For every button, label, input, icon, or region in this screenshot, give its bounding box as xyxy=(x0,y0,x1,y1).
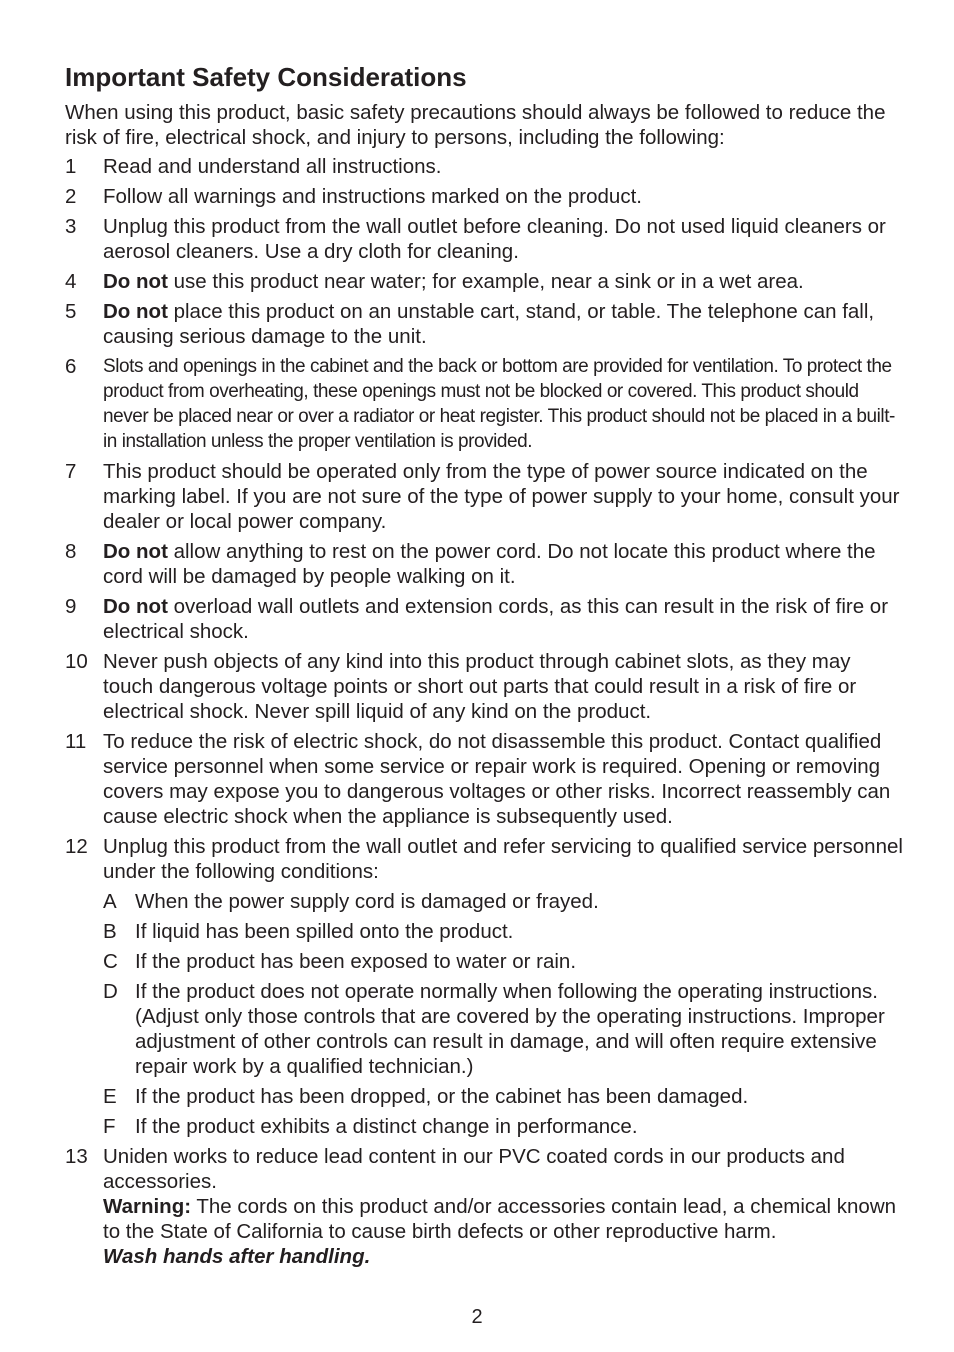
sub-item-letter: E xyxy=(103,1085,117,1108)
item-number: 6 xyxy=(65,355,77,378)
sub-item-text: When the power supply cord is damaged or frayed. xyxy=(135,890,599,913)
item-text: Never push objects of any kind into this product through cabinet slots, as they may touch dangerous voltage points or short out parts that could result in a risk of fire or electrical shock. Never spill liquid of any kind on the product. xyxy=(103,650,857,723)
sub-item-text: If liquid has been spilled onto the product. xyxy=(135,920,514,943)
sub-item-letter: F xyxy=(103,1115,116,1138)
sub-item xyxy=(103,889,905,914)
list-item xyxy=(65,539,905,589)
warning-label: Warning: xyxy=(103,1195,192,1218)
list-item xyxy=(65,594,905,644)
item-text-wrapper xyxy=(103,299,905,349)
item-text: overload wall outlets and extension cords, as this can result in the risk of fire or electrical shock. xyxy=(103,595,889,643)
item-number: 13 xyxy=(65,1145,88,1168)
item-text: use this product near water; for example, near a sink or in a wet area. xyxy=(167,270,804,293)
item-text-wrapper xyxy=(103,594,905,644)
sub-item-text: If the product does not operate normally when following the operating instructions. (Adjust only those controls that are covered by the operating instructions. Improper adjustment of other controls can result in damage, and will often require extensive repair work by a qualified technician.) xyxy=(135,980,885,1078)
item-number: 1 xyxy=(65,155,77,178)
item-text-wrapper xyxy=(103,269,905,294)
item-text: Uniden works to reduce lead content in our PVC coated cords in our products and accessories. xyxy=(103,1145,845,1193)
list-item xyxy=(65,214,905,264)
list-item xyxy=(65,1144,905,1269)
sub-list xyxy=(103,889,905,1139)
item-text: To reduce the risk of electric shock, do not disassemble this product. Contact qualified service personnel when some service or repair work is required. Opening or removing covers may expose you to dangerous voltages or other risks. Incorrect reassembly can cause electric shock when the appliance is subsequently used. xyxy=(103,730,891,828)
sub-item-text: If the product has been dropped, or the cabinet has been damaged. xyxy=(135,1085,749,1108)
sub-item-text: If the product has been exposed to water or rain. xyxy=(135,950,577,973)
warning-text: The cords on this product and/or accessories contain lead, a chemical known to the State of California to cause birth defects or other reproductive harm. xyxy=(103,1195,897,1243)
item-number: 9 xyxy=(65,595,77,618)
sub-item-letter: B xyxy=(103,920,117,943)
item-body xyxy=(103,1144,905,1269)
item-text: allow anything to rest on the power cord. Do not locate this product where the cord will be damaged by people walking on it. xyxy=(103,540,876,588)
list-item xyxy=(65,834,905,1139)
list-item xyxy=(65,729,905,829)
list-item xyxy=(65,649,905,724)
sub-item-text: If the product exhibits a distinct change in performance. xyxy=(135,1115,638,1138)
item-emphasis: Do not xyxy=(103,270,168,293)
list-item xyxy=(65,184,905,209)
item-text: Follow all warnings and instructions marked on the product. xyxy=(103,185,642,208)
item-number: 7 xyxy=(65,460,77,483)
item-text: Read and understand all instructions. xyxy=(103,155,442,178)
sub-item-letter: C xyxy=(103,950,118,973)
item-emphasis: Do not xyxy=(103,300,168,323)
item-number: 2 xyxy=(65,185,77,208)
item-emphasis: Do not xyxy=(103,540,168,563)
list-item xyxy=(65,459,905,534)
item-number: 10 xyxy=(65,650,88,673)
sub-item-letter: A xyxy=(103,890,117,913)
item-text: This product should be operated only from the type of power source indicated on the marking label. If you are not sure of the type of power supply to your home, consult your dealer or local power company. xyxy=(103,460,900,533)
sub-item-letter: D xyxy=(103,980,118,1003)
sub-item xyxy=(103,1114,905,1139)
list-item xyxy=(65,154,905,179)
intro-paragraph: When using this product, basic safety precautions should always be followed to reduce the risk of fire, electrical shock, and injury to persons, including the following: xyxy=(65,101,886,149)
item-body xyxy=(103,834,905,1139)
item-number: 5 xyxy=(65,300,77,323)
sub-item xyxy=(103,949,905,974)
sub-item xyxy=(103,979,905,1079)
item-text: Unplug this product from the wall outlet before cleaning. Do not used liquid cleaners or aerosol cleaners. Use a dry cloth for cleaning. xyxy=(103,215,886,263)
item-number: 3 xyxy=(65,215,77,238)
item-text: Unplug this product from the wall outlet and refer servicing to qualified service personnel under the following conditions: xyxy=(103,835,903,883)
sub-item xyxy=(103,1084,905,1109)
page-title: Important Safety Considerations xyxy=(65,62,467,92)
item-number: 4 xyxy=(65,270,77,293)
item-number: 12 xyxy=(65,835,88,858)
item-emphasis: Do not xyxy=(103,595,168,618)
item-text: Slots and openings in the cabinet and the back or bottom are provided for ventilation. To protect the product from overheating, these openings must not be blocked or covered. This product should never be placed near or over a radiator or heat register. This product should not be placed in a built-in installation unless the proper ventilation is provided. xyxy=(103,356,895,452)
page-number: 2 xyxy=(471,1306,483,1328)
warning-paragraph xyxy=(103,1194,905,1244)
item-text-wrapper xyxy=(103,539,905,589)
list-item xyxy=(65,269,905,294)
list-item xyxy=(65,299,905,349)
item-number: 8 xyxy=(65,540,77,563)
item-number: 11 xyxy=(65,730,87,753)
warning-emphasis: Wash hands after handling. xyxy=(103,1245,371,1268)
document-page xyxy=(65,60,905,1274)
list-item xyxy=(65,354,905,454)
sub-item xyxy=(103,919,905,944)
item-text: place this product on an unstable cart, stand, or table. The telephone can fall, causing serious damage to the unit. xyxy=(103,300,875,348)
